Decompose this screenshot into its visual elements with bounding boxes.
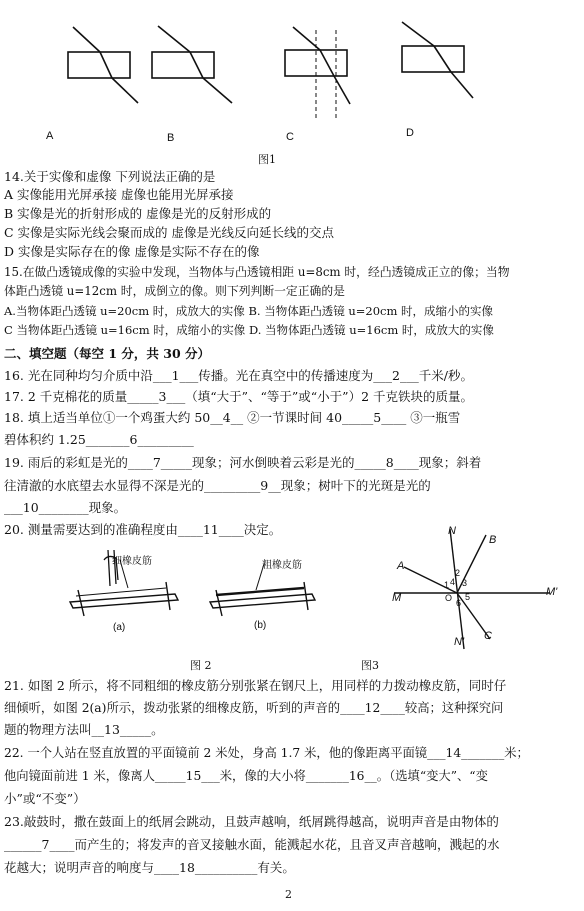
figure-3-label-o: O xyxy=(445,593,453,603)
ray-b-emergent xyxy=(203,78,232,103)
q19-line-2: 往清澈的水底望去水显得不深是光的_________9__现象；树叶下的光斑是光的 xyxy=(4,478,431,493)
glass-slab-b xyxy=(152,52,214,78)
ray-d-inside xyxy=(434,46,451,72)
ruler-b xyxy=(210,594,315,608)
q15-options-ab: A.当物体距凸透镜 u=20cm 时，成放大的实像 B. 当物体距凸透镜 u=20cm 时，成缩小的实像 xyxy=(4,304,494,318)
page-number: 2 xyxy=(285,888,292,901)
ray-a-inside xyxy=(100,52,112,78)
q14-option-c: C 实像是实际光线会聚而成的 虚像是光线反向延长线的交点 xyxy=(4,225,335,240)
figure-3-label-b: B xyxy=(489,534,497,546)
q21-line-2: 细倾听，如图 2(a)所示，拨动张紧的细橡皮筋，听到的声音的____12____较高；这种探究问 xyxy=(4,701,504,715)
ruler-a xyxy=(70,594,178,608)
q14-option-b: B 实像是光的折射形成的 虚像是光的反射形成的 xyxy=(4,206,272,221)
band-b xyxy=(216,588,304,595)
q15-options-cd: C 当物体距凸透镜 u=16cm 时，成缩小的实像 D. 当物体距凸透镜 u=16cm 时，成放大的实像 xyxy=(4,323,494,337)
q21-line-3: 题的物理方法叫__13_____。 xyxy=(4,722,164,737)
figure-3-label-m: M xyxy=(392,592,402,604)
q15-line-2: 体距凸透镜 u=12cm 时，成倒立的像。则下列判断一定正确的是 xyxy=(4,284,345,298)
pencil-b-right xyxy=(304,582,308,610)
q15-line-1: 15.在做凸透镜成像的实验中发现，当物体与凸透镜相距 u=8cm 时，经凸透镜成正立的像；当物 xyxy=(4,265,510,279)
figure-2-sub-b: (b) xyxy=(254,620,267,631)
q19-line-3: ___10________现象。 xyxy=(4,500,127,515)
figure-3-angle-6: 6 xyxy=(456,598,462,608)
figure-1-caption: 图1 xyxy=(258,153,276,166)
q23-line-1: 23.敲鼓时，撒在鼓面上的纸屑会跳动，且鼓声越响，纸屑跳得越高，说明声音是由物体的 xyxy=(4,814,499,829)
figure-3-label-n-prime: N' xyxy=(454,636,465,648)
figure-1-label-d: D xyxy=(406,127,414,139)
figure-3-angle-3: 3 xyxy=(462,578,468,588)
q20: 20. 测量需要达到的准确程度由____11____决定。 xyxy=(4,522,282,537)
figure-2-label-thick-band: 粗橡皮筋 xyxy=(262,560,302,571)
figure-3-caption: 图3 xyxy=(361,659,379,672)
figure-1 xyxy=(0,0,584,175)
figure-2-sub-a: (a) xyxy=(113,622,126,633)
ray-d-incident xyxy=(402,22,434,46)
ray-b-inside xyxy=(190,52,203,78)
q22-line-1: 22. 一个人站在竖直放置的平面镜前 2 米处，身高 1.7 米，他的像距离平面镜___14_______米； xyxy=(4,746,529,760)
figure-3-label-c: C xyxy=(484,630,492,642)
figure-3-angle-2: 2 xyxy=(455,568,461,578)
figure-1-label-b: B xyxy=(167,132,175,144)
glass-slab-a xyxy=(68,52,130,78)
figure-3-angle-5: 5 xyxy=(465,592,471,602)
figure-1-label-c: C xyxy=(286,131,294,143)
q23-line-2: ______7____而产生的；将发声的音叉接触水面，能溅起水花，且音叉声音越响，溅起的水 xyxy=(4,837,500,852)
pencil-a-left xyxy=(78,590,84,616)
section-2-heading: 二、填空题（每空 1 分，共 30 分） xyxy=(4,346,211,361)
figure-3-label-n: N xyxy=(448,525,456,537)
ray-d-emergent xyxy=(451,72,473,98)
figure-1-label-a: A xyxy=(46,130,54,142)
figure-3 xyxy=(390,525,560,655)
glass-slab-d xyxy=(402,46,464,72)
q14-stem: 14.关于实像和虚像 下列说法正确的是 xyxy=(4,169,216,184)
figure-2-label-thin-band: 细橡皮筋 xyxy=(112,556,152,567)
ray-b-incident xyxy=(158,26,190,52)
figure-3-angle-1: 1 xyxy=(444,580,450,590)
figure-2-caption: 图 2 xyxy=(190,659,212,672)
figure-3-label-m-prime: M' xyxy=(546,586,558,598)
q19-line-1: 19. 雨后的彩虹是光的____7_____现象；河水倒映着云彩是光的_____8____现象；斜着 xyxy=(4,455,482,470)
q18-line-1: 18. 填上适当单位①一个鸡蛋大约 50__4__ ②一节课时间 40_____5____ ③一瓶雪 xyxy=(4,410,461,425)
pencil-a-right xyxy=(166,582,170,610)
q21-line-1: 21. 如图 2 所示，将不同粗细的橡皮筋分别张紧在钢尺上，用同样的力拨动橡皮筋，同时仔 xyxy=(4,678,507,693)
ray-a-incident xyxy=(73,27,100,52)
q14-option-a: A 实像能用光屏承接 虚像也能用光屏承接 xyxy=(4,187,234,202)
q14-option-d: D 实像是实际存在的像 虚像是实际不存在的像 xyxy=(4,244,260,259)
ray-c-inside xyxy=(320,50,334,76)
q23-line-3: 花越大；说明声音的响度与____18__________有关。 xyxy=(4,860,295,875)
q16: 16. 光在同种均匀介质中沿___1___传播。光在真空中的传播速度为___2___千米/秒。 xyxy=(4,368,473,383)
figure-3-label-a: A xyxy=(397,560,405,572)
q22-line-2: 他向镜面前进 1 米，像离人_____15___米，像的大小将_______16__。（选填“变大”、“变 xyxy=(4,769,488,783)
q22-line-3: 小”或“不变”） xyxy=(4,791,86,806)
band-a xyxy=(76,588,166,596)
q18-line-2: 碧体积约 1.25_______6_________ xyxy=(4,432,194,447)
ray-a-emergent xyxy=(112,78,138,103)
normal-nn xyxy=(450,529,464,649)
figure-3-angle-4: 4 xyxy=(450,577,456,587)
q17: 17. 2 千克棉花的质量_____3___（填“大于”、“等于”或“小于”）2 千克铁块的质量。 xyxy=(4,389,474,404)
